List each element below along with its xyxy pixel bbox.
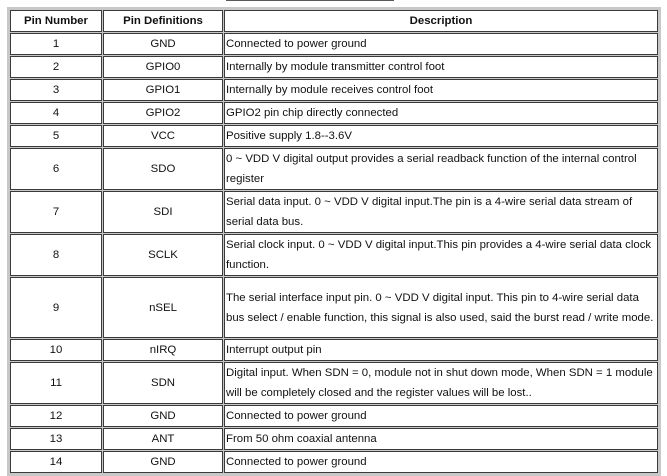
- pin-definition-cell: SDI: [103, 191, 223, 233]
- description-cell: Connected to power ground: [224, 451, 658, 473]
- pin-number-cell: 8: [10, 234, 102, 276]
- table-row: [10, 33, 658, 55]
- description-cell: 0 ~ VDD V digital output provides a serial readback function of the internal control register: [224, 148, 658, 190]
- description-cell: Positive supply 1.8--3.6V: [224, 125, 658, 147]
- pin-definition-cell: SCLK: [103, 234, 223, 276]
- description-cell: Serial clock input. 0 ~ VDD V digital input.This pin provides a 4-wire serial data clock function.: [224, 234, 658, 276]
- description-cell: Digital input. When SDN = 0, module not in shut down mode, When SDN = 1 module will be completely closed and the register values will be lost..: [224, 362, 658, 404]
- description-cell: Connected to power ground: [224, 405, 658, 427]
- description-cell: Serial data input. 0 ~ VDD V digital input.The pin is a 4-wire serial data stream of serial data bus.: [224, 191, 658, 233]
- pin-number-cell: 6: [10, 148, 102, 190]
- header-description: Description: [224, 10, 658, 32]
- pin-table-frame: [7, 7, 661, 476]
- pin-number-cell: 12: [10, 405, 102, 427]
- description-cell: From 50 ohm coaxial antenna: [224, 428, 658, 450]
- pin-number-cell: 3: [10, 79, 102, 101]
- table-row: [10, 451, 658, 473]
- pin-definition-cell: nIRQ: [103, 339, 223, 361]
- pin-number-cell: 7: [10, 191, 102, 233]
- pin-number-cell: 2: [10, 56, 102, 78]
- description-cell: Interrupt output pin: [224, 339, 658, 361]
- pin-definition-cell: VCC: [103, 125, 223, 147]
- pin-definition-cell: GPIO1: [103, 79, 223, 101]
- pin-definition-cell: GPIO2: [103, 102, 223, 124]
- header-pin-number: Pin Number: [10, 10, 102, 32]
- table-row: [10, 428, 658, 450]
- pin-definition-cell: ANT: [103, 428, 223, 450]
- table-row: [10, 234, 658, 276]
- pin-number-cell: 11: [10, 362, 102, 404]
- pin-definition-cell: GND: [103, 451, 223, 473]
- table-row: [10, 102, 658, 124]
- pin-number-cell: 9: [10, 277, 102, 338]
- pin-definition-cell: SDN: [103, 362, 223, 404]
- table-row: [10, 148, 658, 190]
- table-row: [10, 191, 658, 233]
- table-row: [10, 56, 658, 78]
- pin-number-cell: 10: [10, 339, 102, 361]
- top-rule: [226, 0, 394, 1]
- pin-number-cell: 1: [10, 33, 102, 55]
- description-cell: GPIO2 pin chip directly connected: [224, 102, 658, 124]
- table-row: [10, 339, 658, 361]
- pin-number-cell: 14: [10, 451, 102, 473]
- pin-definition-cell: GND: [103, 33, 223, 55]
- table-row: [10, 277, 658, 338]
- pin-definition-cell: GND: [103, 405, 223, 427]
- description-cell: Internally by module receives control foot: [224, 79, 658, 101]
- table-row: [10, 405, 658, 427]
- table-row: [10, 79, 658, 101]
- pin-number-cell: 13: [10, 428, 102, 450]
- table-header-row: [10, 10, 658, 32]
- pin-definition-table: [9, 9, 659, 474]
- table-row: [10, 125, 658, 147]
- description-cell: Connected to power ground: [224, 33, 658, 55]
- pin-number-cell: 4: [10, 102, 102, 124]
- description-cell: Internally by module transmitter control foot: [224, 56, 658, 78]
- pin-definition-cell: GPIO0: [103, 56, 223, 78]
- description-cell: The serial interface input pin. 0 ~ VDD V digital input. This pin to 4-wire serial data bus select / enable function, this signal is also used, said the burst read / write mode.: [224, 277, 658, 338]
- header-pin-definitions: Pin Definitions: [103, 10, 223, 32]
- pin-definition-cell: nSEL: [103, 277, 223, 338]
- table-row: [10, 362, 658, 404]
- pin-number-cell: 5: [10, 125, 102, 147]
- pin-definition-cell: SDO: [103, 148, 223, 190]
